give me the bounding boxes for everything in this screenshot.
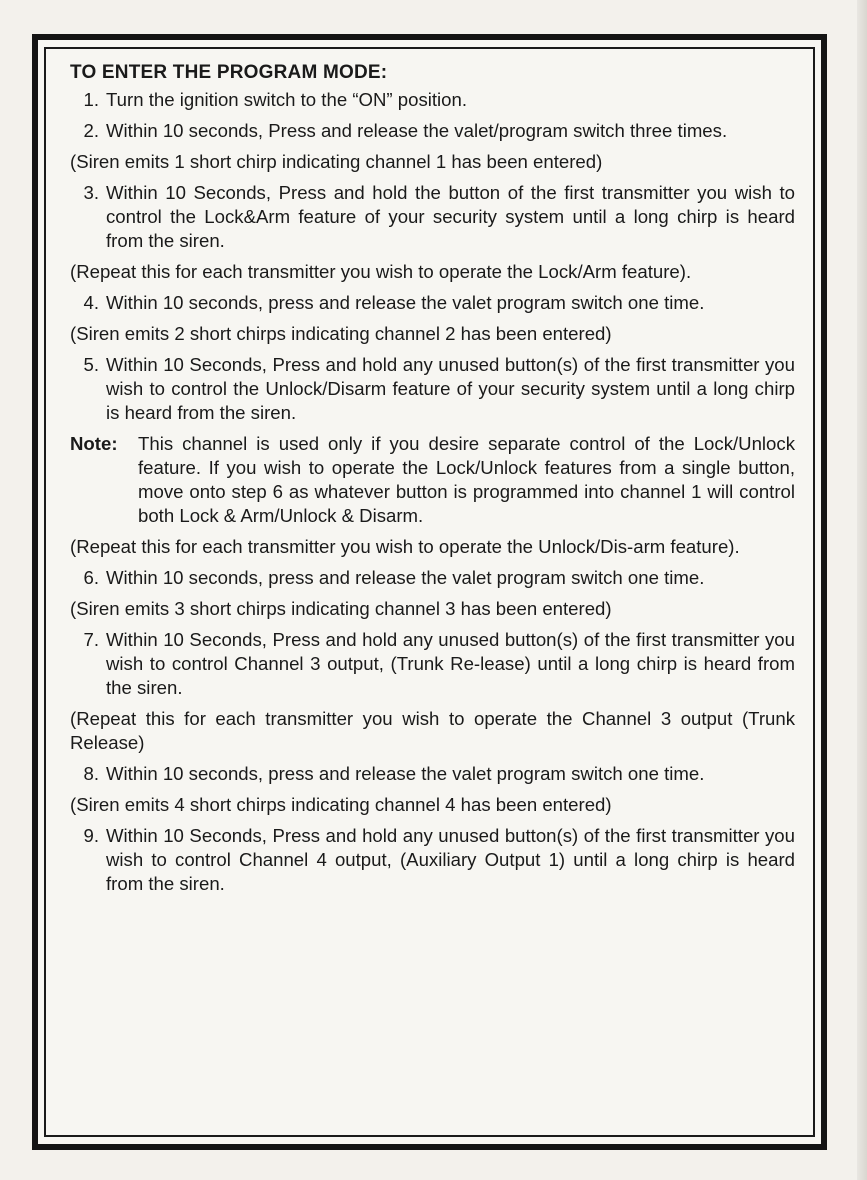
note-block: [70, 432, 795, 528]
chirp-indicator-note: (Siren emits 1 short chirp indicating channel 1 has been entered): [70, 151, 603, 172]
step-text: Within 10 seconds, Press and release the valet/program switch three times.: [106, 120, 728, 141]
step-number: 4.: [83, 292, 99, 313]
scan-edge-shadow: [857, 0, 867, 1180]
instruction-box: [32, 34, 827, 1150]
step-number: 7.: [83, 629, 99, 650]
step-item: [70, 824, 795, 896]
step-number: 5.: [83, 354, 99, 375]
step-text: Turn the ignition switch to the “ON” position.: [106, 89, 468, 110]
chirp-indicator-note: (Siren emits 2 short chirps indicating channel 2 has been entered): [70, 323, 612, 344]
step-item: [70, 119, 795, 143]
repeat-instruction: (Repeat this for each transmitter you wish to operate the Lock/Arm feature).: [70, 261, 692, 282]
step-text: Within 10 Seconds, Press and hold any unused button(s) of the first transmitter you wish to control Channel 4 output, (Auxiliary Output 1) until a long chirp is heard from the siren.: [106, 825, 795, 894]
step-item: [70, 181, 795, 253]
step-item: [70, 762, 795, 786]
step-number: 2.: [83, 120, 99, 141]
step-text: Within 10 seconds, press and release the valet program switch one time.: [106, 567, 705, 588]
step-item: [70, 291, 795, 315]
step-number: 1.: [83, 89, 99, 110]
step-text: Within 10 Seconds, Press and hold the button of the first transmitter you wish to control the Lock&Arm feature of your security system until a long chirp is heard from the siren.: [106, 182, 795, 251]
instruction-box-inner: [44, 47, 815, 1137]
step-number: 3.: [83, 182, 99, 203]
step-item: [70, 628, 795, 700]
note-text: This channel is used only if you desire separate control of the Lock/Unlock feature. If you wish to operate the Lock/Unlock features from a single button, move onto step 6 as whatever button is programmed into channel 1 will control both Lock & Arm/Unlock & Disarm.: [138, 433, 795, 526]
step-item: [70, 566, 795, 590]
section-heading: TO ENTER THE PROGRAM MODE:: [70, 62, 388, 83]
chirp-indicator-note: (Siren emits 3 short chirps indicating channel 3 has been entered): [70, 598, 612, 619]
step-text: Within 10 Seconds, Press and hold any unused button(s) of the first transmitter you wish to control the Unlock/Disarm feature of your security system until a long chirp is heard from the siren.: [106, 354, 795, 423]
step-number: 9.: [83, 825, 99, 846]
repeat-instruction: (Repeat this for each transmitter you wish to operate the Unlock/Dis-arm feature).: [70, 536, 740, 557]
repeat-instruction: (Repeat this for each transmitter you wish to operate the Channel 3 output (Trunk Release): [70, 708, 795, 753]
step-text: Within 10 Seconds, Press and hold any unused button(s) of the first transmitter you wish to control Channel 3 output, (Trunk Re-lease) until a long chirp is heard from the siren.: [106, 629, 795, 698]
step-text: Within 10 seconds, press and release the valet program switch one time.: [106, 763, 705, 784]
step-item: [70, 353, 795, 425]
step-number: 6.: [83, 567, 99, 588]
step-text: Within 10 seconds, press and release the valet program switch one time.: [106, 292, 705, 313]
step-item: [70, 88, 795, 112]
chirp-indicator-note: (Siren emits 4 short chirps indicating channel 4 has been entered): [70, 794, 612, 815]
step-number: 8.: [83, 763, 99, 784]
instruction-content: [70, 88, 795, 896]
note-label: Note:: [70, 433, 118, 454]
